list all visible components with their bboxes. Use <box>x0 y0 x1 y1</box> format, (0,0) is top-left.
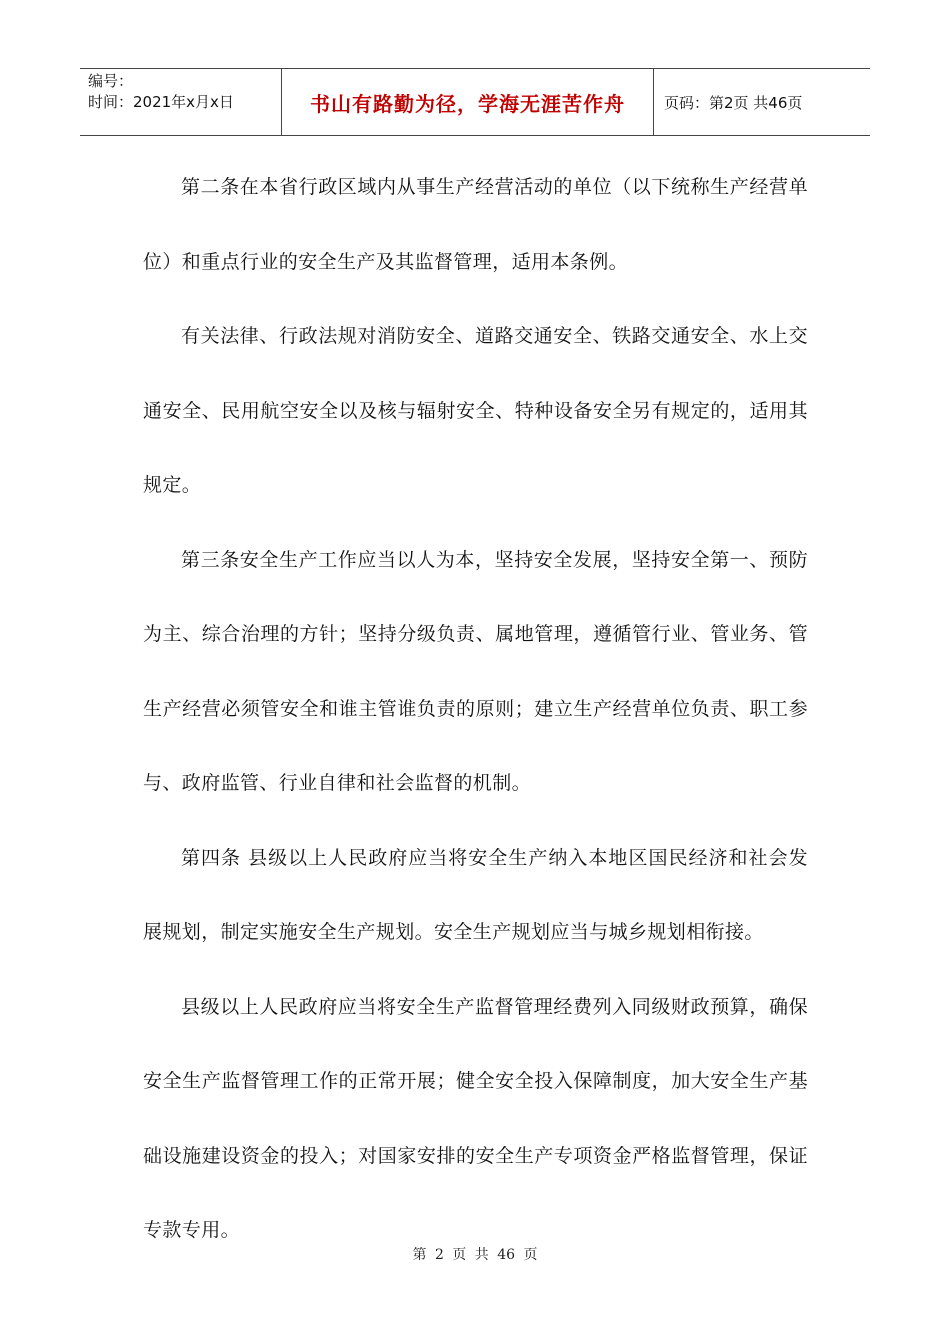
page-footer <box>0 1244 950 1264</box>
header-meta <box>80 69 282 135</box>
paragraph-article-2: 第二条在本省行政区域内从事生产经营活动的单位（以下统称生产经营单位）和重点行业的安全生产及其监督管理，适用本条例。 <box>143 176 808 273</box>
paragraph-article-2-exceptions: 有关法律、行政法规对消防安全、道路交通安全、铁路交通安全、水上交通安全、民用航空安全以及核与辐射安全、特种设备安全另有规定的，适用其规定。 <box>143 325 808 496</box>
page-header <box>80 68 870 136</box>
paragraph-article-3: 第三条安全生产工作应当以人为本，坚持安全发展，坚持安全第一、预防为主、综合治理的方针；坚持分级负责、属地管理，遵循管行业、管业务、管生产经营必须管安全和谁主管谁负责的原则；建立生产经营单位负责、职工参与、政府监管、行业自律和社会监督的机制。 <box>143 548 808 794</box>
header-motto: 书山有路勤为径，学海无涯苦作舟 <box>310 91 625 116</box>
paragraph-article-4-funding: 县级以上人民政府应当将安全生产监督管理经费列入同级财政预算，确保安全生产监督管理工作的正常开展；健全安全投入保障制度，加大安全生产基础设施建设资金的投入；对国家安排的安全生产专项资金严格监督管理，保证专款专用。 <box>143 995 808 1241</box>
header-page-info-cell <box>654 69 870 135</box>
document-number-label: 编号： <box>88 72 134 90</box>
footer-page-number: 第 2 页 共 46 页 <box>412 1247 538 1263</box>
header-page-info: 页码：第2页 共46页 <box>664 93 803 112</box>
header-motto-cell <box>282 69 654 135</box>
document-time-label: 时间：2021年x月x日 <box>88 93 234 111</box>
paragraph-article-4: 第四条 县级以上人民政府应当将安全生产纳入本地区国民经济和社会发展规划，制定实施安全生产规划。安全生产规划应当与城乡规划相衔接。 <box>143 846 808 943</box>
document-body <box>143 150 808 1268</box>
